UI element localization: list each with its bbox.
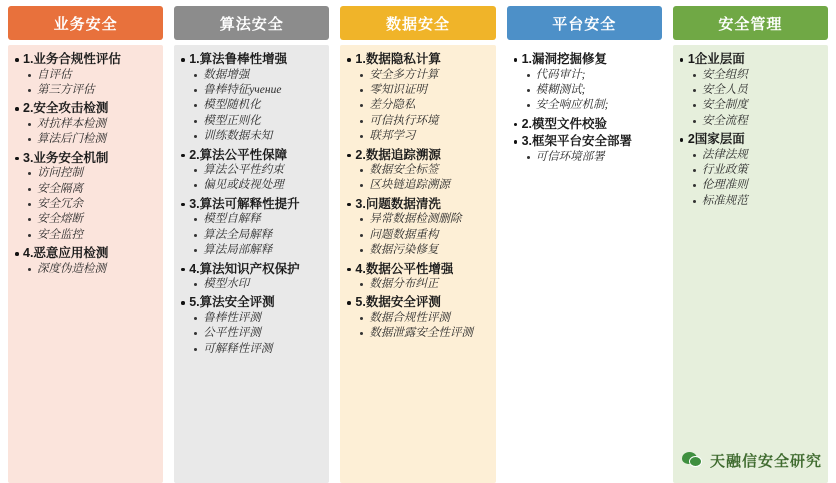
list-item [345,196,491,259]
list-item [359,311,491,326]
category-column [8,6,163,483]
topic-label[interactable]: 2国家层面 [678,131,824,148]
subtopic-label[interactable]: 安全人员 [692,83,824,98]
list-item [359,277,491,292]
subtopic-label[interactable]: 联邦学习 [359,129,491,144]
list-item [692,163,824,178]
list-item [526,98,658,113]
subtopic-label[interactable]: 差分隐私 [359,98,491,113]
subtopic-label[interactable]: 问题数据重构 [359,228,491,243]
list-item [179,261,325,293]
list-item [193,98,325,113]
subtopic-label[interactable]: 算法后门检测 [27,132,159,147]
watermark [682,450,822,471]
subtopic-label[interactable]: 安全流程 [692,114,824,129]
subtopic-label[interactable]: 安全熔断 [27,212,159,227]
topic-label[interactable]: 2.安全攻击检测 [13,100,159,117]
list-item [179,51,325,145]
topic-label[interactable]: 1.算法鲁棒性增强 [179,51,325,68]
topic-label[interactable]: 2.算法公平性保障 [179,147,325,164]
subtopic-label[interactable]: 模糊测试; [526,83,658,98]
list-item [692,114,824,129]
watermark-label: 天融信安全研究 [709,454,822,470]
topic-label[interactable]: 1企业层面 [678,51,824,68]
list-item [359,178,491,193]
list-item [359,326,491,341]
subtopic-label[interactable]: 鲁棒特征учение [193,83,325,98]
list-item [512,116,658,133]
subtopic-list [345,277,491,292]
topic-label[interactable]: 2.数据追踪溯源 [345,147,491,164]
subtopic-label[interactable]: 对抗样本检测 [27,117,159,132]
list-item [193,277,325,292]
column-header[interactable]: 数据安全 [340,6,495,40]
column-body [8,45,163,483]
list-item [526,83,658,98]
topic-label[interactable]: 5.数据安全评测 [345,294,491,311]
subtopic-list [345,212,491,258]
list-item [193,326,325,341]
list-item [193,163,325,178]
column-body [174,45,329,483]
list-item [27,166,159,181]
subtopic-label[interactable]: 算法公平性约束 [193,163,325,178]
list-item [193,129,325,144]
topic-list [179,51,325,357]
topic-list [345,51,491,342]
list-item [359,83,491,98]
subtopic-label[interactable]: 鲁棒性评测 [193,311,325,326]
list-item [359,212,491,227]
topic-label[interactable]: 1.业务合规性评估 [13,51,159,68]
subtopic-label[interactable]: 模型正则化 [193,114,325,129]
subtopic-label[interactable]: 零知识证明 [359,83,491,98]
list-item [179,196,325,259]
list-item [692,83,824,98]
list-item [13,150,159,244]
subtopic-label[interactable]: 可信执行环境 [359,114,491,129]
list-item [193,114,325,129]
subtopic-list [345,68,491,145]
subtopic-label[interactable]: 公平性评测 [193,326,325,341]
list-item [13,245,159,277]
subtopic-label[interactable]: 偏见或歧视处理 [193,178,325,193]
subtopic-label[interactable]: 代码审计; [526,68,658,83]
subtopic-list [345,311,491,342]
topic-label[interactable]: 4.恶意应用检测 [13,245,159,262]
list-item [692,98,824,113]
subtopic-label[interactable]: 安全监控 [27,228,159,243]
subtopic-label[interactable]: 安全制度 [692,98,824,113]
list-item [27,228,159,243]
column-body [507,45,662,483]
list-item [193,178,325,193]
subtopic-list [13,262,159,277]
list-item [27,182,159,197]
category-column [673,6,828,483]
list-item [359,68,491,83]
list-item [179,294,325,357]
subtopic-label[interactable]: 算法局部解释 [193,243,325,258]
list-item [692,178,824,193]
list-item [359,98,491,113]
list-item [27,117,159,132]
subtopic-list [13,117,159,148]
list-item [526,68,658,83]
subtopic-label[interactable]: 数据合规性评测 [359,311,491,326]
column-body [673,45,828,483]
subtopic-label[interactable]: 安全隔离 [27,182,159,197]
list-item [345,294,491,341]
column-header[interactable]: 平台安全 [507,6,662,40]
list-item [359,129,491,144]
category-column [174,6,329,483]
subtopic-list [678,148,824,210]
list-item [193,311,325,326]
subtopic-label[interactable]: 异常数据检测删除 [359,212,491,227]
column-header[interactable]: 安全管理 [673,6,828,40]
subtopic-label[interactable]: 安全组织 [692,68,824,83]
list-item [359,243,491,258]
list-item [526,150,658,165]
list-item [359,163,491,178]
list-item [13,100,159,147]
subtopic-label[interactable]: 行业政策 [692,163,824,178]
topic-label[interactable]: 1.漏洞挖掘修复 [512,51,658,68]
subtopic-label[interactable]: 模型自解释 [193,212,325,227]
topic-list [512,51,658,165]
list-item [27,212,159,227]
topic-label[interactable]: 1.数据隐私计算 [345,51,491,68]
topic-list [13,51,159,277]
list-item [13,51,159,98]
list-item [27,83,159,98]
subtopic-label[interactable]: 访问控制 [27,166,159,181]
list-item [27,68,159,83]
topic-label[interactable]: 2.模型文件校验 [512,116,658,133]
column-body [340,45,495,483]
subtopic-label[interactable]: 数据安全标签 [359,163,491,178]
subtopic-label[interactable]: 第三方评估 [27,83,159,98]
list-item [193,212,325,227]
list-item [692,194,824,209]
topic-label[interactable]: 3.问题数据清洗 [345,196,491,213]
list-item [345,147,491,194]
subtopic-label[interactable]: 模型水印 [193,277,325,292]
topic-label[interactable]: 5.算法安全评测 [179,294,325,311]
subtopic-label[interactable]: 训练数据未知 [193,129,325,144]
list-item [512,51,658,114]
subtopic-label[interactable]: 标准规范 [692,194,824,209]
subtopic-list [179,212,325,258]
list-item [27,132,159,147]
list-item [193,243,325,258]
list-item [678,131,824,209]
subtopic-list [678,68,824,130]
subtopic-list [512,68,658,114]
list-item [359,114,491,129]
subtopic-list [13,166,159,243]
subtopic-list [179,277,325,292]
subtopic-label[interactable]: 可解释性评测 [193,342,325,357]
list-item [193,342,325,357]
subtopic-list [345,163,491,194]
topic-label[interactable]: 3.算法可解释性提升 [179,196,325,213]
list-item [512,133,658,165]
subtopic-label[interactable]: 伦理准则 [692,178,824,193]
topic-list [678,51,824,209]
list-item [193,83,325,98]
subtopic-list [179,163,325,194]
column-header[interactable]: 算法安全 [174,6,329,40]
subtopic-label[interactable]: 数据污染修复 [359,243,491,258]
subtopic-list [13,68,159,99]
category-column [340,6,495,483]
subtopic-label[interactable]: 数据分布纠正 [359,277,491,292]
subtopic-label[interactable]: 模型随机化 [193,98,325,113]
list-item [193,228,325,243]
list-item [27,262,159,277]
column-header[interactable]: 业务安全 [8,6,163,40]
list-item [179,147,325,194]
subtopic-label[interactable]: 法律法规 [692,148,824,163]
topic-label[interactable]: 4.数据公平性增强 [345,261,491,278]
subtopic-label[interactable]: 安全冗余 [27,197,159,212]
subtopic-label[interactable]: 区块链追踪溯源 [359,178,491,193]
list-item [27,197,159,212]
subtopic-label[interactable]: 安全多方计算 [359,68,491,83]
subtopic-label[interactable]: 可信环境部署 [526,150,658,165]
subtopic-label[interactable]: 深度伪造检测 [27,262,159,277]
list-item [678,51,824,129]
subtopic-label[interactable]: 算法全局解释 [193,228,325,243]
subtopic-label[interactable]: 自评估 [27,68,159,83]
topic-label[interactable]: 4.算法知识产权保护 [179,261,325,278]
subtopic-label[interactable]: 安全响应机制; [526,98,658,113]
list-item [193,68,325,83]
subtopic-label[interactable]: 数据泄露安全性评测 [359,326,491,341]
list-item [345,51,491,145]
wechat-icon [682,452,703,469]
category-column [507,6,662,483]
list-item [692,148,824,163]
list-item [345,261,491,293]
topic-label[interactable]: 3.框架平台安全部署 [512,133,658,150]
list-item [359,228,491,243]
subtopic-list [512,150,658,165]
topic-label[interactable]: 3.业务安全机制 [13,150,159,167]
list-item [692,68,824,83]
subtopic-list [179,311,325,357]
subtopic-label[interactable]: 数据增强 [193,68,325,83]
subtopic-list [179,68,325,145]
